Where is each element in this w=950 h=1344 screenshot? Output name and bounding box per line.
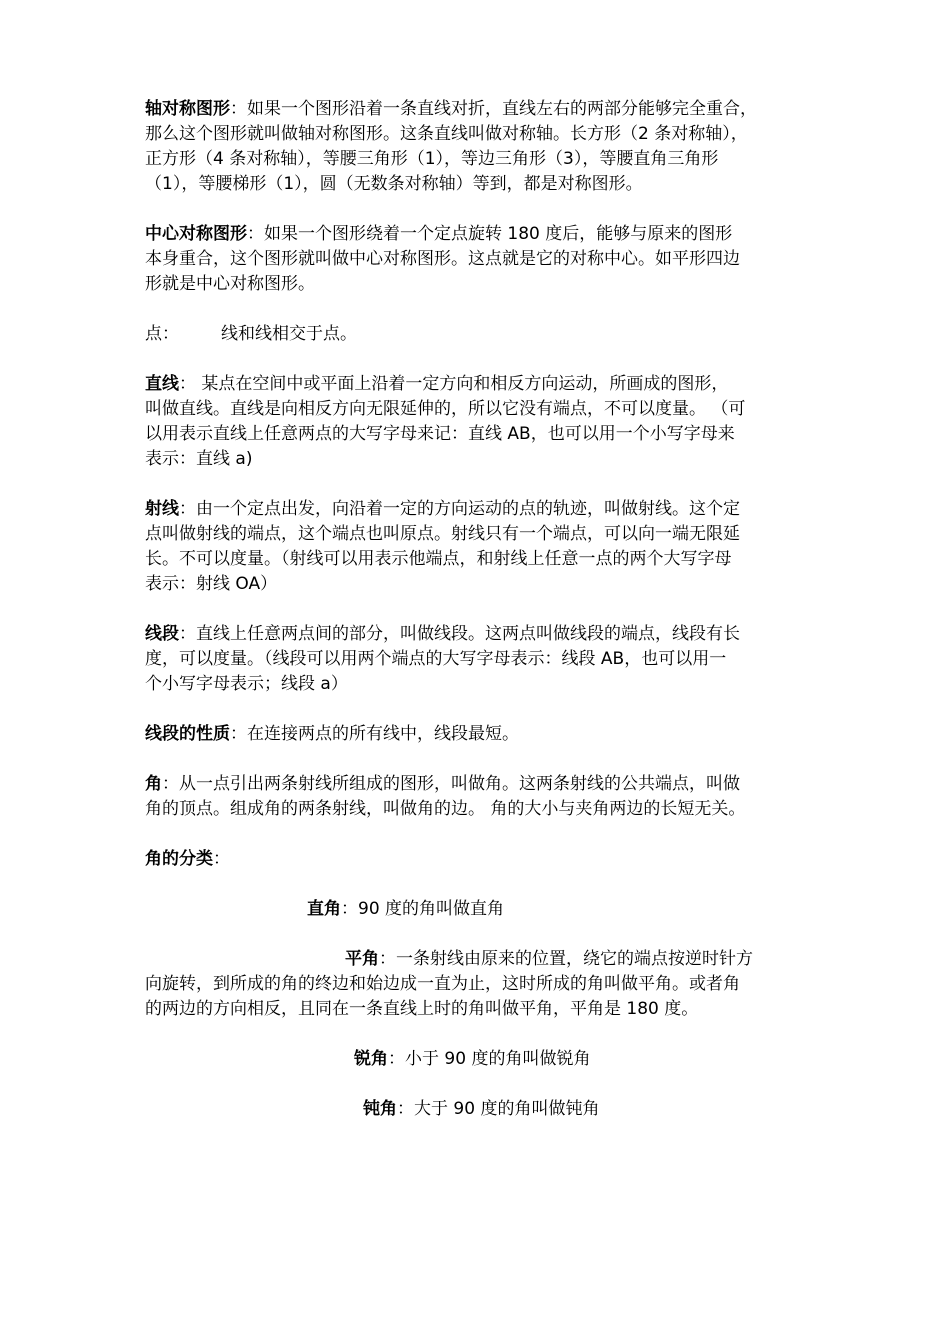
- segment-line-1: [145, 622, 817, 647]
- straight-angle-text-1: ：一条射线由原来的位置，绕它的端点按逆时针方: [379, 949, 753, 969]
- segment-property-line: [145, 722, 817, 747]
- angle-term: 角: [145, 774, 162, 794]
- axial-line-4: （1），等腰梯形（1），圆（无数条对称轴）等到，都是对称图形。: [145, 174, 643, 194]
- angle-line-2: 角的顶点。组成角的两条射线，叫做角的边。 角的大小与夹角两边的长短无关。: [145, 799, 746, 819]
- axial-symmetry-paragraph: [145, 97, 817, 197]
- segment-property-text: ：在连接两点的所有线中，线段最短。: [230, 724, 519, 744]
- ray-term: 射线: [145, 499, 179, 519]
- acute-angle-line: [354, 1047, 590, 1072]
- central-line-2: 本身重合，这个图形就叫做中心对称图形。这点就是它的对称中心。如平形四边: [145, 249, 740, 269]
- angle-classes-line: [145, 847, 817, 872]
- angle-text-1: ：从一点引出两条射线所组成的图形，叫做角。这两条射线的公共端点，叫做: [162, 774, 740, 794]
- segment-property-term: 线段的性质: [145, 724, 230, 744]
- straight-angle-line-3: 的两边的方向相反，且同在一条直线上时的角叫做平角，平角是 180 度。: [145, 999, 699, 1019]
- straight-line-paragraph: [145, 372, 817, 472]
- straight-angle-paragraph: [145, 972, 817, 1022]
- segment-paragraph: [145, 622, 817, 697]
- axial-line-1: [145, 97, 817, 122]
- right-angle-text: ：90 度的角叫做直角: [341, 899, 505, 919]
- angle-classes-heading: [145, 847, 817, 872]
- point-paragraph: [145, 322, 817, 347]
- central-line-1: [145, 222, 817, 247]
- ray-text-1: ：由一个定点出发，向沿着一定的方向运动的点的轨迹，叫做射线。这个定: [179, 499, 740, 519]
- straight-line-text-1: ： 某点在空间中或平面上沿着一定方向和相反方向运动，所画成的图形，: [179, 374, 729, 394]
- right-angle-line: [307, 897, 504, 922]
- straight-line-line-1: [145, 372, 817, 397]
- segment-term: 线段: [145, 624, 179, 644]
- axial-line-2: 那么这个图形就叫做轴对称图形。这条直线叫做对称轴。长方形（2 条对称轴），: [145, 124, 748, 144]
- segment-property-paragraph: [145, 722, 817, 747]
- axial-line-3: 正方形（4 条对称轴），等腰三角形（1），等边三角形（3），等腰直角三角形: [145, 149, 719, 169]
- obtuse-angle-line: [363, 1097, 599, 1122]
- ray-line-4: 表示：射线 OA）: [145, 574, 278, 594]
- point-term: 点：: [145, 324, 179, 344]
- acute-angle-term: 锐角: [354, 1049, 388, 1069]
- point-text: 线和线相交于点。: [221, 324, 357, 344]
- ray-paragraph: [145, 497, 817, 597]
- central-symmetry-paragraph: [145, 222, 817, 297]
- straight-angle-line-2: 向旋转，到所成的角的终边和始边成一直为止，这时所成的角叫做平角。或者角: [145, 974, 740, 994]
- straight-angle-term: 平角: [345, 949, 379, 969]
- ray-line-3: 长。不可以度量。（射线可以用表示他端点，和射线上任意一点的两个大写字母: [145, 549, 732, 569]
- ray-line-2: 点叫做射线的端点，这个端点也叫原点。射线只有一个端点，可以向一端无限延: [145, 524, 740, 544]
- point-line: [145, 322, 817, 347]
- right-angle-term: 直角: [307, 899, 341, 919]
- segment-text-1: ：直线上任意两点间的部分，叫做线段。这两点叫做线段的端点，线段有长: [179, 624, 740, 644]
- axial-text-1: ：如果一个图形沿着一条直线对折，直线左右的两部分能够完全重合，: [230, 99, 757, 119]
- central-text-1: ：如果一个图形绕着一个定点旋转 180 度后，能够与原来的图形: [247, 224, 733, 244]
- straight-line-line-4: 表示：直线 a): [145, 449, 253, 469]
- obtuse-angle-text: ：大于 90 度的角叫做钝角: [397, 1099, 600, 1119]
- ray-line-1: [145, 497, 817, 522]
- angle-line-1: [145, 772, 817, 797]
- central-term: 中心对称图形: [145, 224, 247, 244]
- straight-line-line-2: 叫做直线。直线是向相反方向无限延伸的，所以它没有端点，不可以度量。 （可: [145, 399, 746, 419]
- angle-paragraph: [145, 772, 817, 822]
- straight-angle-line-1: [345, 947, 753, 972]
- axial-term: 轴对称图形: [145, 99, 230, 119]
- segment-line-2: 度，可以度量。（线段可以用两个端点的大写字母表示：线段 AB，也可以用一: [145, 649, 727, 669]
- central-line-3: 形就是中心对称图形。: [145, 274, 315, 294]
- obtuse-angle-term: 钝角: [363, 1099, 397, 1119]
- straight-line-term: 直线: [145, 374, 179, 394]
- angle-classes-term: 角的分类: [145, 849, 213, 869]
- angle-classes-colon: ：: [213, 849, 230, 869]
- straight-line-line-3: 以用表示直线上任意两点的大写字母来记：直线 AB，也可以用一个小写字母来: [145, 424, 735, 444]
- acute-angle-text: ：小于 90 度的角叫做锐角: [388, 1049, 591, 1069]
- segment-line-3: 个小写字母表示；线段 a）: [145, 674, 348, 694]
